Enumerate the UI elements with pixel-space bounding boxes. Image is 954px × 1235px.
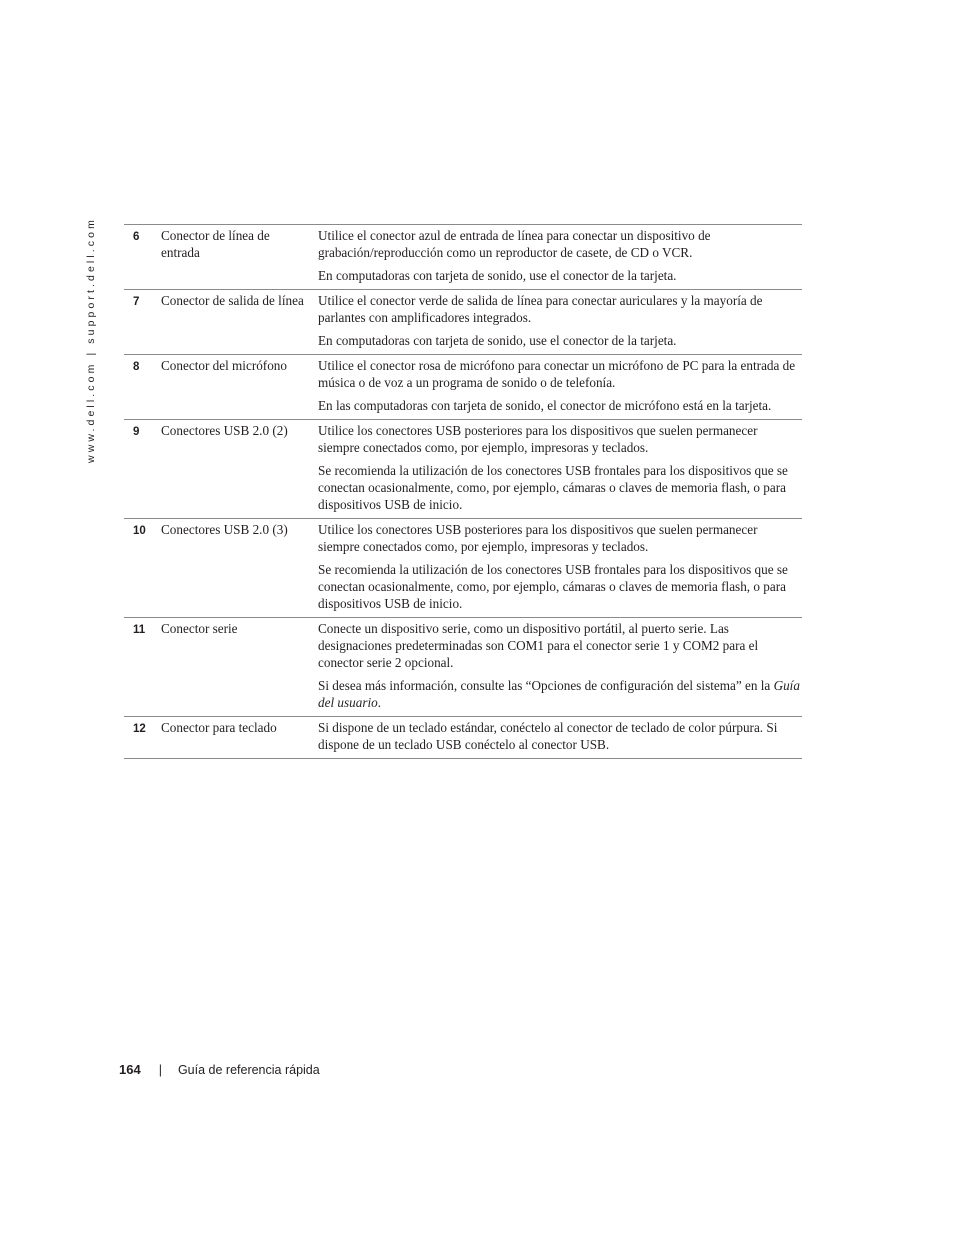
description-paragraph: En computadoras con tarjeta de sonido, use el conector de la tarjeta.: [318, 333, 677, 348]
connector-name: Conector de salida de línea: [161, 293, 304, 308]
description-paragraph: En las computadoras con tarjeta de sonido, el conector de micrófono está en la tarjeta.: [318, 398, 772, 413]
row-number: 6: [133, 231, 140, 243]
side-url-text: www.dell.com | support.dell.com: [85, 217, 98, 463]
user-guide-title: Guía del usuario: [318, 678, 800, 710]
description-paragraph: Se recomienda la utilización de los conectores USB frontales para los dispositivos que se conectan ocasionalmente, como, por ejemplo, cámaras o claves de memoria flash, o para dispositivos USB de inicio.: [318, 463, 788, 512]
description-paragraph: Si dispone de un teclado estándar, conéctelo al conector de teclado de color púrpura. Si dispone de un teclado USB conéctelo al conector USB.: [318, 720, 778, 752]
description-paragraph: Utilice el conector azul de entrada de línea para conectar un dispositivo de grabación/reproducción como un reproductor de casete, de CD o VCR.: [318, 228, 711, 260]
connector-description: [318, 355, 802, 420]
description-paragraph: Utilice el conector verde de salida de línea para conectar auriculares y la mayoría de parlantes con amplificadores integrados.: [318, 293, 763, 325]
connector-name: Conector para teclado: [161, 720, 277, 735]
connector-name: Conectores USB 2.0 (3): [161, 522, 288, 537]
reference-suffix: .: [377, 695, 382, 710]
description-paragraph: Utilice los conectores USB posteriores para los dispositivos que suelen permanecer siempre conectados como, por ejemplo, impresoras y teclados.: [318, 423, 758, 455]
description-paragraph: En computadoras con tarjeta de sonido, use el conector de la tarjeta.: [318, 268, 677, 283]
table-row: [124, 355, 802, 420]
connector-description: [318, 519, 802, 618]
row-number: 9: [133, 426, 140, 438]
description-paragraph: Utilice los conectores USB posteriores para los dispositivos que suelen permanecer siempre conectados como, por ejemplo, impresoras y teclados.: [318, 522, 758, 554]
row-number: 11: [133, 624, 146, 636]
connector-name: Conector del micrófono: [161, 358, 287, 373]
connector-name: Conector de línea de entrada: [161, 228, 270, 260]
description-paragraph: Conecte un dispositivo serie, como un dispositivo portátil, al puerto serie. Las designaciones predeterminadas son COM1 para el conector serie 1 y COM2 para el conector serie 2 opcional.: [318, 621, 759, 670]
description-paragraph: [318, 677, 802, 711]
table-row: [124, 717, 802, 759]
connector-description: [318, 420, 802, 519]
description-paragraph: Utilice el conector rosa de micrófono para conectar un micrófono de PC para la entrada de música o de voz a un programa de sonido o de telefonía.: [318, 358, 796, 390]
table-row: [124, 618, 802, 717]
row-number: 7: [133, 296, 140, 308]
table-row: [124, 225, 802, 290]
description-paragraph: Se recomienda la utilización de los conectores USB frontales para los dispositivos que se conectan ocasionalmente, como, por ejemplo, cámaras o claves de memoria flash, o para dispositivos USB de inicio.: [318, 562, 788, 611]
table-row: [124, 420, 802, 519]
table-row: [124, 290, 802, 355]
page-number: 164: [119, 1062, 141, 1077]
connector-description: [318, 225, 802, 290]
connector-description: [318, 290, 802, 355]
connector-description: [318, 618, 802, 717]
reference-prefix: Si desea más información, consulte las “Opciones de configuración del sistema” en la: [318, 678, 774, 693]
row-number: 12: [133, 723, 146, 735]
row-number: 10: [133, 525, 146, 537]
connector-name: Conectores USB 2.0 (2): [161, 423, 288, 438]
table-row: [124, 519, 802, 618]
connector-name: Conector serie: [161, 621, 238, 636]
row-number: 8: [133, 361, 140, 373]
side-url-banner: [84, 217, 98, 463]
page-footer: [119, 1062, 320, 1077]
connector-description: [318, 717, 802, 759]
connector-table: [124, 224, 802, 759]
footer-separator: |: [158, 1063, 162, 1077]
footer-title: Guía de referencia rápida: [177, 1063, 320, 1077]
